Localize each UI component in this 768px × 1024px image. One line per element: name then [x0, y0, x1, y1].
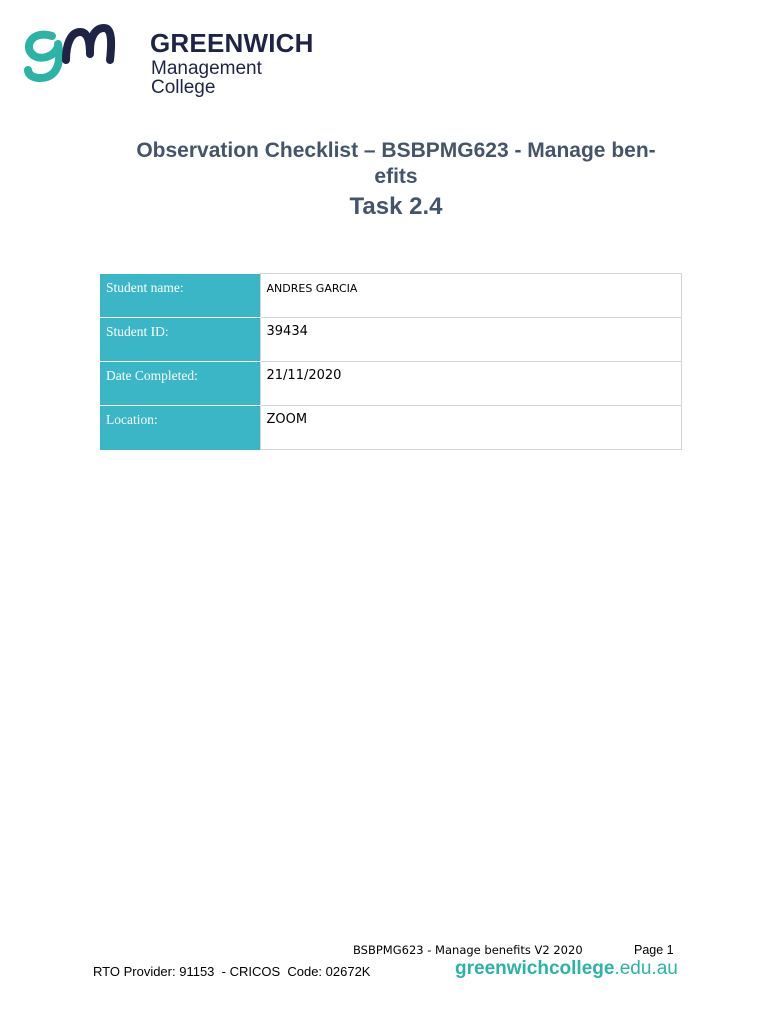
- student-id-value: 39434: [260, 318, 682, 362]
- table-row: [100, 362, 682, 406]
- table-row: [100, 406, 682, 450]
- student-id-label: Student ID:: [100, 318, 260, 362]
- table-row: [100, 318, 682, 362]
- date-completed-label: Date Completed:: [100, 362, 260, 406]
- gm-logo-icon: [22, 20, 118, 84]
- location-value: ZOOM: [260, 406, 682, 450]
- student-name-value: ANDRES GARCIA: [260, 274, 682, 318]
- website-suffix: .edu.au: [614, 958, 678, 979]
- logo-subtitle: Management College: [151, 58, 262, 98]
- student-name-label: Student name:: [100, 274, 260, 318]
- task-title: Task 2.4: [349, 193, 443, 220]
- footer-rto-info: RTO Provider: 91153 - CRICOS Code: 02672K: [93, 964, 371, 979]
- document-title-line1: Observation Checklist – BSBPMG623 - Manage ben-: [136, 139, 656, 162]
- college-logo: [22, 20, 314, 98]
- location-label: Location:: [100, 406, 260, 450]
- footer-website: [455, 958, 678, 980]
- table-row: [100, 274, 682, 318]
- footer-document-name: BSBPMG623 - Manage benefits V2 2020: [353, 943, 583, 957]
- website-domain: greenwichcollege: [455, 958, 615, 979]
- student-info-table: [100, 273, 682, 450]
- document-heading: [100, 138, 692, 222]
- document-title-line2: efits: [374, 165, 418, 188]
- footer-page-number: Page 1: [634, 943, 674, 957]
- date-completed-value: 21/11/2020: [260, 362, 682, 406]
- logo-name: GREENWICH: [150, 28, 314, 58]
